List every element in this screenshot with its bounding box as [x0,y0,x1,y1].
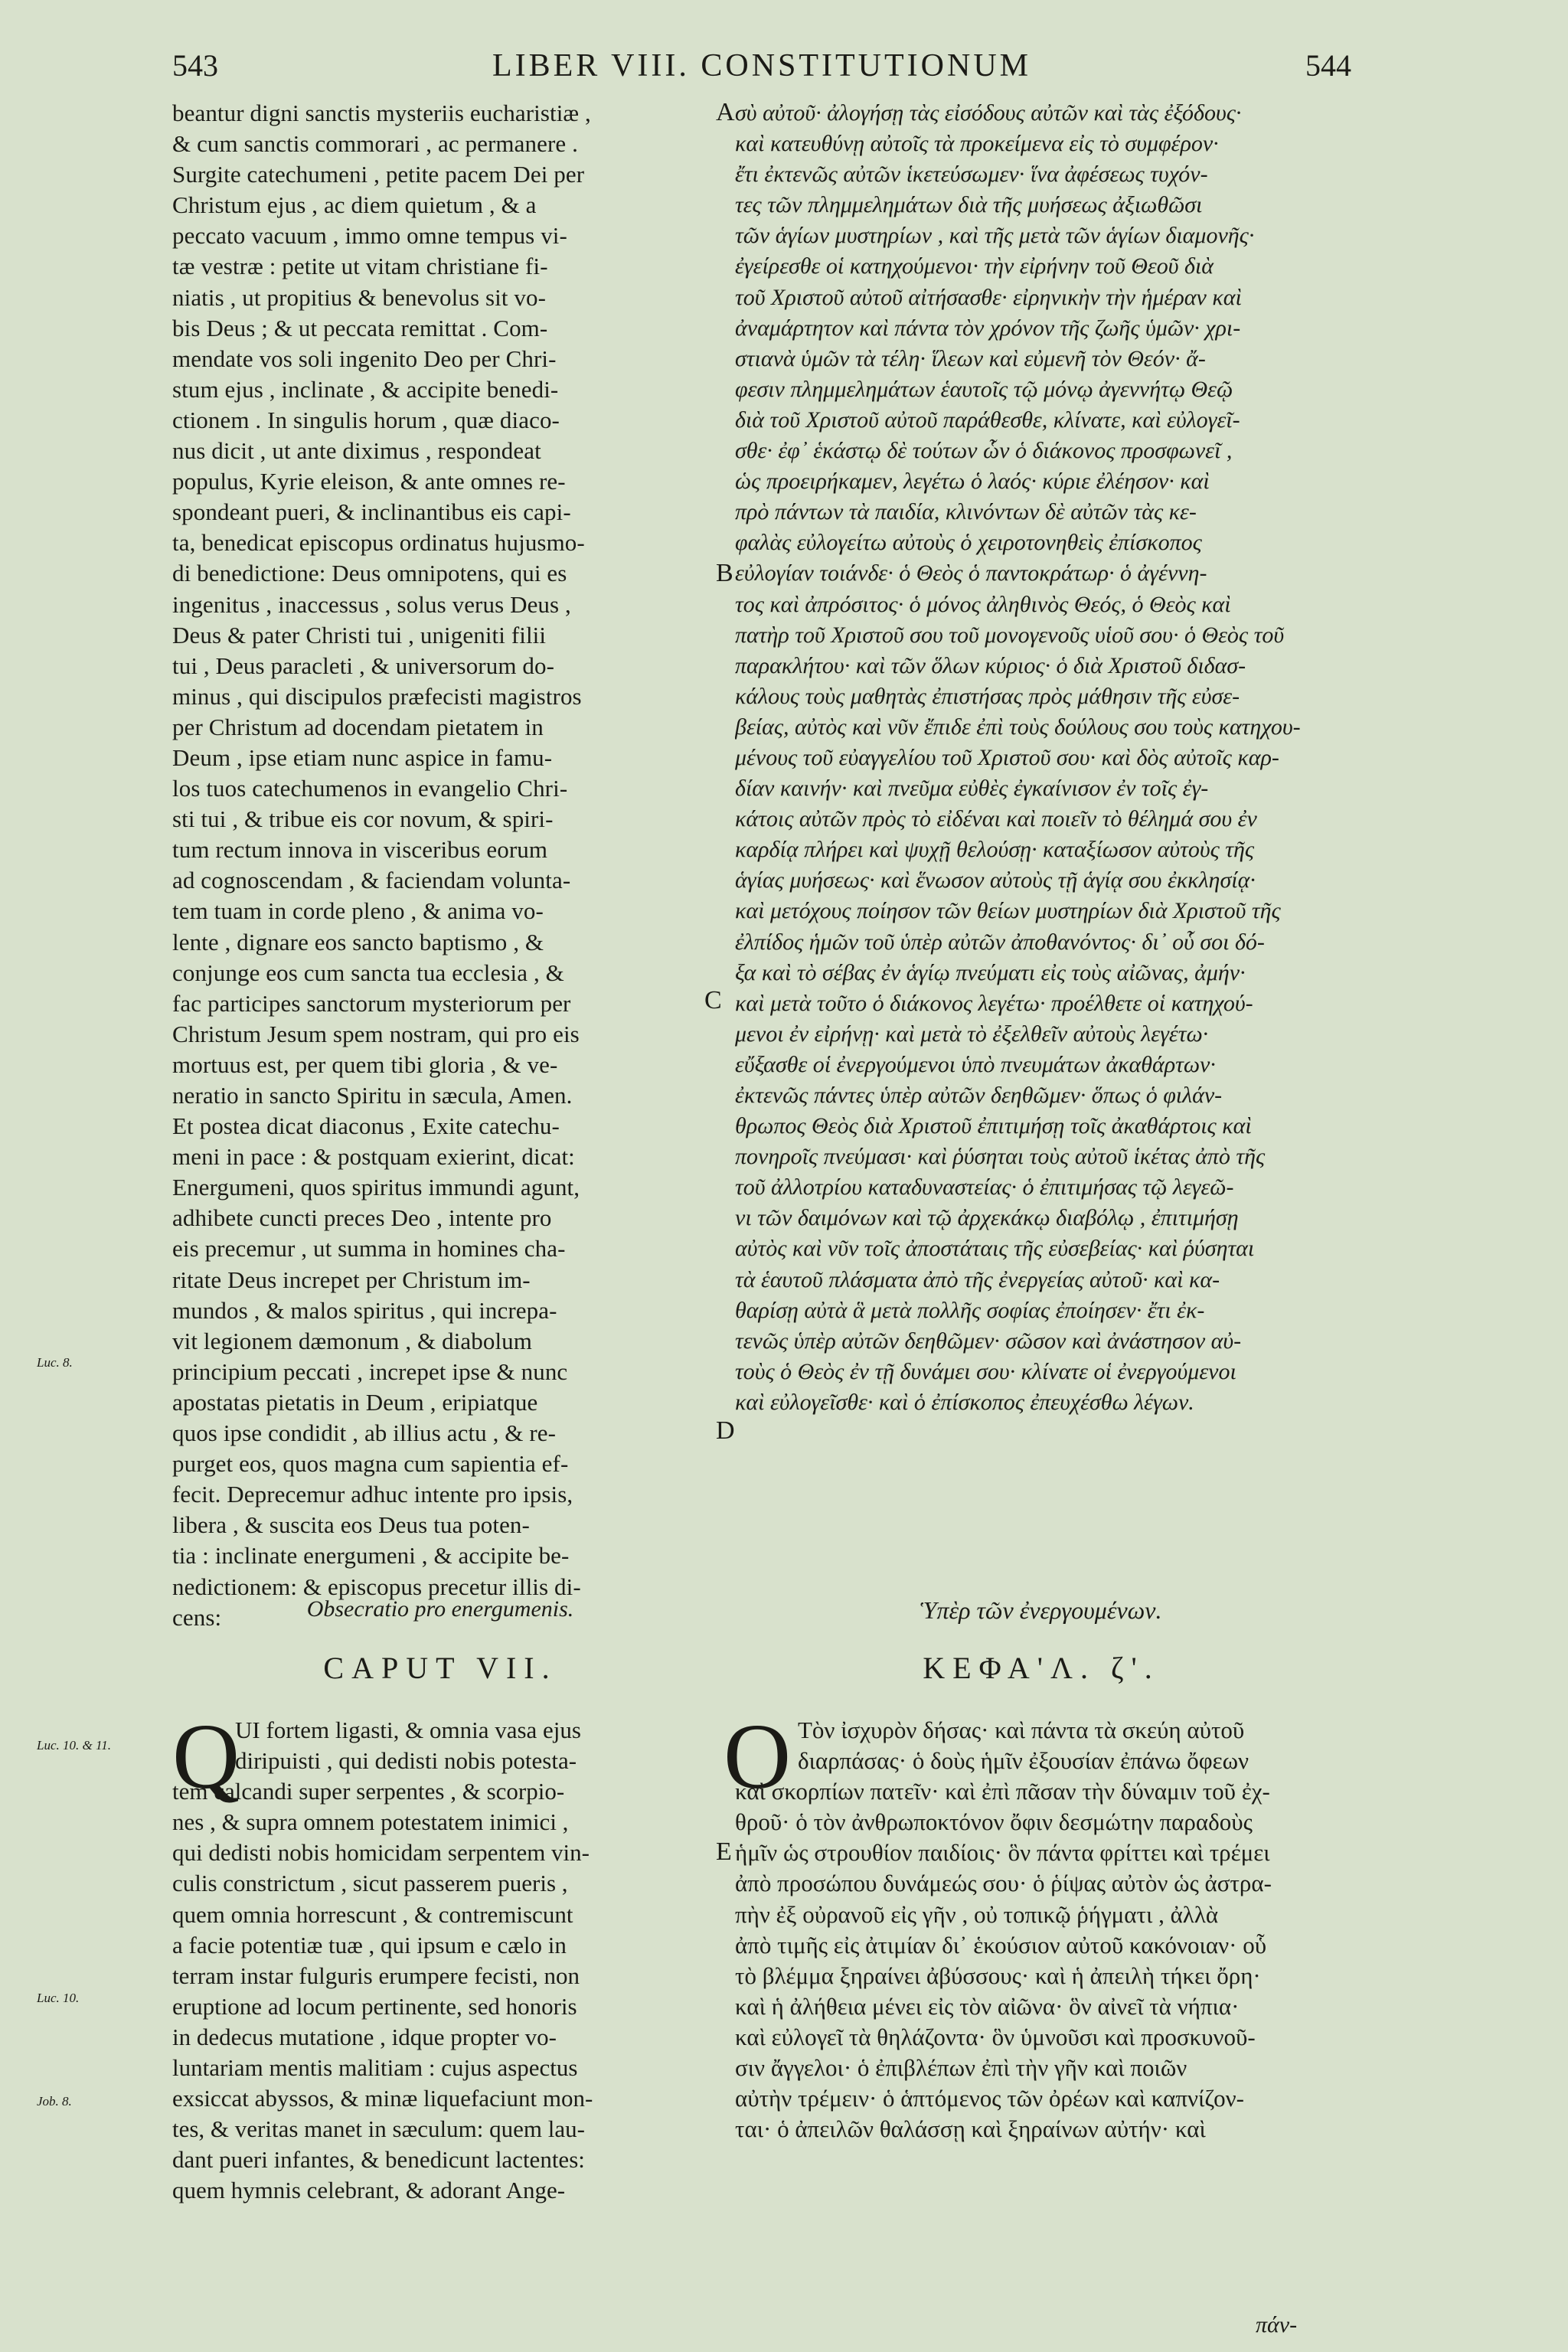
text-line: καὶ κατευθύνῃ αὐτοῖς τὰ προκείμενα εἰς τὸ συμφέρον· [735,131,1219,157]
text-line: βείας, αὐτὸς καὶ νῦν ἔπιδε ἐπὶ τοὺς δούλους σου τοὺς κατηχου- [735,714,1301,740]
text-line: σὺ αὐτοῦ· ἀλογήσῃ τὰς εἰσόδους αὐτῶν καὶ τὰς ἐξόδους· [735,100,1242,126]
text-line: Deum , ipse etiam nunc aspice in famu- [172,743,553,771]
latin-drop-cap: Q [172,1705,240,1808]
text-line: spondeant pueri, & inclinantibus eis capi- [172,498,571,526]
text-line: tem calcandi super serpentes , & scorpio- [172,1778,565,1805]
text-line: φεσιν πλημμελημάτων ἑαυτοῖς τῷ μόνῳ ἀγεννήτῳ Θεῷ [735,376,1233,402]
text-line: πρὸ πάντων τὰ παιδία, κλινόντων δὲ αὐτῶν τὰς κε- [735,499,1197,525]
text-line: beantur digni sanctis mysteriis eucharistiæ , [172,100,591,126]
text-line: in dedecus mutatione , idque propter vo- [172,2023,557,2050]
text-line: θροῦ· ὁ τὸν ἀνθρωποκτόνον ὄφιν δεσμώτην παραδοὺς [735,1808,1253,1836]
text-line: κάτοις αὐτῶν πρὸς τὸ εἰδέναι καὶ ποιεῖν τὸ θέλημά σου ἐν [735,806,1257,832]
text-line: καὶ εὐλογεῖσθε· καὶ ὁ ἐπίσκοπος ἐπευχέσθω λέγων. [735,1389,1194,1415]
page-number-left: 543 [172,48,218,83]
latin-column [172,98,708,1633]
text-line: ἔτι ἐκτενῶς αὐτῶν ἱκετεύσωμεν· ἵνα ἀφέσεως τυχόν- [735,162,1208,188]
text-line: τος καὶ ἀπρόσιτος· ὁ μόνος ἀληθινὸς Θεός, ὁ Θεὸς καὶ [735,591,1231,617]
text-line: καὶ μετόχους ποίησον τῶν θείων μυστηρίων διὰ Χριστοῦ τῆς [735,898,1281,924]
text-line: Christum ejus , ac diem quietum , & a [172,191,537,219]
margin-note-luc-10-11: Luc. 10. & 11. [37,1738,111,1753]
text-line: μενοι ἐν εἰρήνῃ· καὶ μετὰ τὸ ἐξελθεῖν αὐτοὺς λεγέτω· [735,1021,1209,1047]
margin-note-luc-10: Luc. 10. [37,1991,80,2005]
text-line: ἐκτενῶς πάντες ὑπὲρ αὐτῶν δεηθῶμεν· ὅπως ὁ φιλάν- [735,1083,1223,1108]
text-line: conjunge eos cum sancta tua ecclesia , & [172,959,564,986]
text-line: ἀπὸ τιμῆς εἰς ἀτιμίαν δι᾽ ἑκούσιον αὐτοῦ κακόνοιαν· οὗ [735,1931,1267,1958]
text-line: niatis , ut propitius & benevolus sit vo- [172,283,547,311]
text-line: purget eos, quos magna cum sapientia ef- [172,1450,569,1478]
greek-drop-cap: Ο [724,1705,792,1808]
text-line: Surgite catechumeni , petite pacem Dei per [172,161,585,188]
text-line: εὐλογίαν τοιάνδε· ὁ Θεὸς ὁ παντοκράτωρ· ὁ ἀγέννη- [735,560,1207,586]
text-line: mortuus est, per quem tibi gloria , & ve- [172,1050,558,1078]
latin-section-subtitle: Obsecratio pro energumenis. [306,1596,574,1622]
text-line: mendate vos soli ingenito Deo per Chri- [172,345,557,372]
page-number-right: 544 [1305,48,1351,83]
text-line: ὡς προειρήκαμεν, λεγέτω ὁ λαός· κύριε ἐλέησον· καὶ [735,469,1210,495]
text-line: populus, Kyrie eleison, & ante omnes re- [172,468,566,495]
text-line: στιανὰ ὑμῶν τὰ τέλη· ἵλεων καὶ εὐμενῆ τὸν Θεόν· ἄ- [735,345,1206,371]
text-line: a facie potentiæ tuæ , qui ipsum e cælo in [172,1931,567,1958]
text-line: quos ipse condidit , ab illius actu , & re- [172,1419,557,1447]
text-line: culis constrictum , sicut passerem pueris , [172,1870,568,1897]
text-line: UI fortem ligasti, & omnia vasa ejus [235,1717,581,1743]
text-line: τες τῶν πλημμελημάτων διὰ τῆς μυήσεως ἀξιωθῶσι [735,192,1203,218]
text-line: tum rectum innova in visceribus eorum [172,836,548,864]
text-line: tia : inclinate energumeni , & accipite be- [172,1542,570,1570]
text-line: καὶ εὐλογεῖ τὰ θηλάζοντα· ὃν ὑμνοῦσι καὶ προσκυνοῦ- [735,2023,1256,2050]
section-marker-c: C [704,986,722,1014]
text-line: Τὸν ἰσχυρὸν δήσας· καὶ πάντα τὰ σκεύη αὐτοῦ [798,1717,1245,1743]
text-line: παρακλήτου· καὶ τῶν ὅλων κύριος· ὁ διὰ Χριστοῦ διδασ- [735,652,1246,678]
text-line: καρδίᾳ πλήρει καὶ ψυχῇ θελούσῃ· καταξίωσον αὐτοὺς τῆς [735,837,1255,863]
text-line: ta, benedicat episcopus ordinatus hujusmo- [172,529,585,557]
text-line: ad cognoscendam , & faciendam volunta- [172,867,571,894]
greek-prayer-text [735,1715,1348,2145]
text-line: τὸ βλέμμα ξηραίνει ἀβύσσους· καὶ ἡ ἀπειλὴ τήκει ὄρη· [735,1962,1261,1989]
text-line: adhibete cuncti preces Deo , intente pro [172,1204,552,1232]
text-line: σθε· ἐφ᾽ ἑκάστῳ δὲ τούτων ὧν ὁ διάκονος προσφωνεῖ , [735,438,1233,464]
text-line: εὔξασθε οἱ ἐνεργούμενοι ὑπὸ πνευμάτων ἀκαθάρτων· [735,1051,1216,1077]
text-line: θαρίσῃ αὐτὰ ἃ μετὰ πολλῆς σοφίας ἐποίησεν· ἔτι ἐκ- [735,1297,1205,1323]
text-line: αὐτὸς καὶ νῦν τοῖς ἀποστάταις τῆς εὐσεβείας· καὶ ῥύσηται [735,1236,1255,1262]
margin-note-job-8: Job. 8. [37,2094,72,2109]
text-line: lente , dignare eos sancto baptismo , & [172,928,544,956]
greek-chapter-heading: ΚΕΦΑ'Λ. ζ'. [923,1651,1160,1685]
text-line: tui , Deus paracleti , & universorum do- [172,652,555,679]
text-line: πὴν ἐξ οὐρανοῦ εἰς γῆν , οὐ τοπικῷ ῥήγματι , ἀλλὰ [735,1900,1219,1928]
catchword: πάν- [1256,2312,1298,2337]
text-line: τοὺς ὁ Θεὸς ἐν τῇ δυνάμει σου· κλίνατε οἱ ἐνεργούμενοι [735,1358,1236,1384]
text-line: terram instar fulguris erumpere fecisti, non [172,1962,580,1989]
text-line: nes , & supra omnem potestatem inimici , [172,1808,569,1836]
text-line: vit legionem dæmonum , & diabolum [172,1327,532,1354]
text-line: principium peccati , increpet ipse & nunc [172,1357,568,1385]
text-line: ται· ὁ ἀπειλῶν θαλάσσῃ καὶ ξηραίνων αὐτήν· καὶ [735,2115,1206,2143]
text-line: διὰ τοῦ Χριστοῦ αὐτοῦ παράθεσθε, κλίνατε, καὶ εὐλογεῖ- [735,407,1240,433]
greek-section-subtitle: Ὑπὲρ τῶν ἐνεργουμένων. [920,1596,1162,1624]
text-line: τὰ ἑαυτοῦ πλάσματα ἀπὸ τῆς ἐνεργείας αὐτοῦ· καὶ κα- [735,1266,1220,1292]
text-line: fac participes sanctorum mysteriorum per [172,989,571,1017]
text-line: dant pueri infantes, & benedicunt lactentes: [172,2146,585,2174]
text-line: νι τῶν δαιμόνων καὶ τῷ ἀρχεκάκῳ διαβόλῳ , ἐπιτιμήσῃ [735,1205,1239,1231]
section-marker-a: A [716,98,735,126]
greek-column [735,98,1348,1418]
text-line: ἀπὸ προσώπου δυνάμεώς σου· ὁ ῥίψας αὐτὸν ὡς ἀστρα- [735,1870,1272,1897]
text-line: fecit. Deprecemur adhuc intente pro ipsis, [172,1481,573,1508]
text-line: Deus & pater Christi tui , unigeniti filii [172,621,547,648]
text-line: Energumeni, quos spiritus immundi agunt, [172,1174,580,1201]
text-line: ἐλπίδος ἡμῶν τοῦ ὑπὲρ αὐτῶν ἀποθανόντος· δι᾽ οὗ σοι δό- [735,929,1265,955]
running-title: LIBER VIII. CONSTITUTIONUM [492,48,1031,83]
text-line: apostatas pietatis in Deum , eripiatque [172,1388,538,1416]
text-line: σιν ἄγγελοι· ὁ ἐπιβλέπων ἐπὶ τὴν γῆν καὶ ποιῶν [735,2054,1187,2082]
text-line: bis Deus ; & ut peccata remittat . Com- [172,314,548,341]
text-line: exsiccat abyssos, & minæ liquefaciunt mon- [172,2085,593,2112]
section-marker-e: E [716,1838,732,1866]
text-line: libera , & suscita eos Deus tua poten- [172,1511,530,1539]
latin-prayer-text [172,1705,708,2207]
text-line: minus , qui discipulos præfecisti magistros [172,682,582,710]
text-line: tæ vestræ : petite ut vitam christiane fi- [172,253,548,280]
text-line: stum ejus , inclinate , & accipite benedi- [172,375,559,403]
text-line: peccato vacuum , immo omne tempus vi- [172,222,567,250]
text-line: nus dicit , ut ante diximus , respondeat [172,437,541,465]
text-line: qui dedisti nobis homicidam serpentem vin- [172,1839,590,1867]
text-line: per Christum ad docendam pietatem in [172,713,544,740]
text-line: tem tuam in corde pleno , & anima vo- [172,897,544,925]
text-line: mundos , & malos spiritus , qui increpa- [172,1296,557,1324]
page-header [172,47,1351,93]
text-line: Et postea dicat diaconus , Exite catechu- [172,1112,560,1140]
section-marker-b: B [716,559,733,587]
text-line: diripuisti , qui dedisti nobis potesta- [235,1747,577,1775]
text-line: διαρπάσας· ὁ δοὺς ἡμῖν ἐξουσίαν ἐπάνω ὄφεων [798,1747,1250,1775]
text-line: πατὴρ τοῦ Χριστοῦ σου τοῦ μονογενοῦς υἱοῦ σου· ὁ Θεὸς τοῦ [735,622,1285,648]
text-line: θρωπος Θεὸς διὰ Χριστοῦ ἐπιτιμήσῃ τοῖς ἀκαθάρτοις καὶ [735,1113,1252,1139]
text-line: ἁγίας μυήσεως· καὶ ἕνωσον αὐτοὺς τῇ ἁγίᾳ σου ἐκκλησίᾳ· [735,867,1256,893]
text-line: di benedictione: Deus omnipotens, qui es [172,560,567,587]
text-line: ἡμῖν ὡς στρουθίον παιδίοις· ὃν πάντα φρίττει καὶ τρέμει [735,1839,1270,1867]
text-line: eis precemur , ut summa in homines cha- [172,1235,566,1263]
text-line: quem hymnis celebrant, & adorant Ange- [172,2177,566,2204]
text-line: φαλὰς εὐλογείτω αὐτοὺς ὁ χειροτονηθεὶς ἐπίσκοπος [735,530,1202,556]
text-line: πονηροῖς πνεύμασι· καὶ ῥύσηται τοὺς αὐτοῦ ἱκέτας ἀπὸ τῆς [735,1144,1266,1170]
text-line: tes, & veritas manet in sæculum: quem lau- [172,2115,585,2143]
text-line: neratio in sancto Spiritu in sæcula, Amen. [172,1082,573,1109]
text-line: δίαν καινήν· καὶ πνεῦμα εὐθὲς ἐγκαίνισον ἐν τοῖς ἐγ- [735,776,1209,802]
text-line: los tuos catechumenos in evangelio Chri- [172,775,568,802]
text-line: Christum Jesum spem nostram, qui pro eis [172,1020,580,1047]
text-line: ritate Deus increpet per Christum im- [172,1266,531,1293]
text-line: τοῦ Χριστοῦ αὐτοῦ αἰτήσασθε· εἰρηνικὴν τὴν ἡμέραν καὶ [735,284,1242,310]
text-line: luntariam mentis malitiam : cujus aspectus [172,2054,578,2082]
text-line: τοῦ ἀλλοτρίου καταδυναστείας· ὁ ἐπιτιμήσας τῷ λεγεῶ- [735,1174,1234,1200]
text-line: ξα καὶ τὸ σέβας ἐν ἁγίῳ πνεύματι εἰς τοὺς αἰῶνας, ἀμήν· [735,959,1246,985]
text-line: αὐτὴν τρέμειν· ὁ ἁπτόμενος τῶν ὀρέων καὶ καπνίζον- [735,2085,1244,2112]
text-line: καὶ μετὰ τοῦτο ὁ διάκονος λεγέτω· προέλθετε οἱ κατηχού- [735,990,1253,1016]
text-line: eruptione ad locum pertinente, sed honoris [172,1992,577,2020]
text-line: ingenitus , inaccessus , solus verus Deus , [172,590,571,618]
text-line: ctionem . In singulis horum , quæ diaco- [172,406,560,433]
text-line: & cum sanctis commorari , ac permanere . [172,130,578,158]
text-line: καὶ σκορπίων πατεῖν· καὶ ἐπὶ πᾶσαν τὴν δύναμιν τοῦ ἐχ- [735,1778,1270,1805]
margin-note-luc-8: Luc. 8. [37,1355,73,1370]
text-line: meni in pace : & postquam exierint, dicat: [172,1143,575,1171]
text-line: cens: [172,1603,222,1631]
text-line: ἀναμάρτητον καὶ πάντα τὸν χρόνον τῆς ζωῆς ὑμῶν· χρι- [735,315,1241,341]
text-line: τενῶς ὑπὲρ αὐτῶν δεηθῶμεν· σῶσον καὶ ἀνάστησον αὐ- [735,1328,1242,1354]
text-line: sti tui , & tribue eis cor novum, & spiri- [172,805,554,833]
text-line: κάλους τοὺς μαθητὰς ἐπιστήσας πρὸς μάθησιν τῆς εὐσε- [735,683,1240,709]
text-line: nedictionem: & episcopus precetur illis di- [172,1573,581,1600]
text-line: καὶ ἡ ἀλήθεια μένει εἰς τὸν αἰῶνα· ὃν αἰνεῖ τὰ νήπια· [735,1992,1240,2020]
text-line: μένους τοῦ εὐαγγελίου τοῦ Χριστοῦ σου· καὶ δὸς αὐτοῖς καρ- [735,744,1279,770]
text-line: quem omnia horrescunt , & contremiscunt [172,1900,573,1928]
section-marker-d: D [716,1416,735,1445]
text-line: τῶν ἁγίων μυστηρίων , καὶ τῆς μετὰ τῶν ἁγίων διαμονῆς· [735,223,1255,249]
text-line: ἐγείρεσθε οἱ κατηχούμενοι· τὴν εἰρήνην τοῦ Θεοῦ διὰ [735,253,1214,279]
latin-chapter-heading: CAPUT VII. [323,1651,557,1685]
